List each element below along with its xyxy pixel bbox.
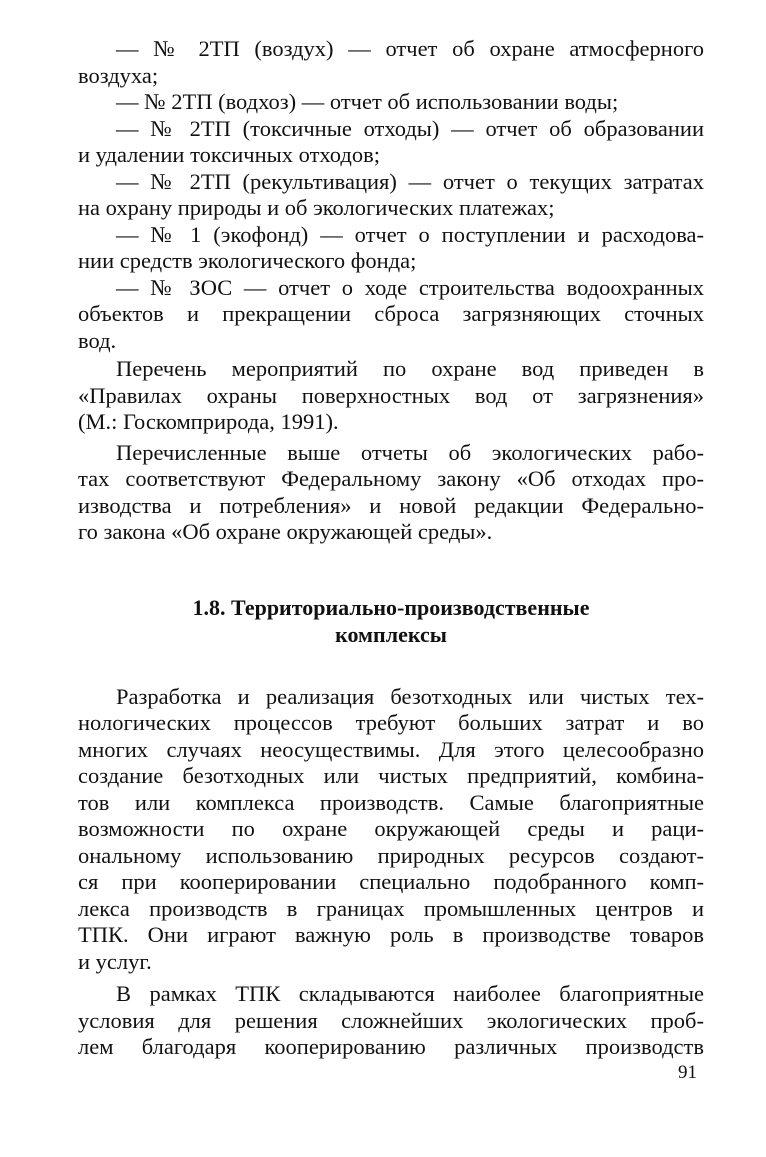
list-item (78, 36, 704, 89)
text-line: изводства и потребления» и новой редакции Федерально- (78, 492, 704, 518)
list-item (78, 116, 704, 169)
text-line: условия для решения сложнейших экологических проб- (78, 1007, 704, 1033)
text-line: и услуг. (78, 948, 152, 974)
text-line: тах соответствуют Федеральному закону «Об отходах про- (78, 466, 704, 491)
text-line: (М.: Госкомприрода, 1991). (78, 409, 339, 434)
text-line: — № 2ТП (рекультивация) — отчет о текущих затратах (116, 168, 704, 194)
text-line: лекса производств в границах промышленных центров и (78, 895, 704, 921)
text-line: ся при кооперировании специально подобранного комп- (78, 869, 704, 894)
section-heading-line: комплексы (335, 621, 447, 647)
paragraph (78, 684, 704, 976)
text-line: «Правилах охраны поверхностных вод от загрязнения» (78, 382, 704, 408)
list-item (78, 169, 704, 222)
page-number: 91 (678, 1062, 697, 1083)
text-line: — № 2ТП (воздух) — отчет об охране атмосферного (116, 36, 704, 61)
list-item (78, 89, 704, 116)
text-line: — № 2ТП (водхоз) — отчет об использовании воды; (116, 89, 619, 114)
text-line: на охрану природы и об экологических платежах; (78, 195, 555, 220)
page-body (78, 36, 704, 1061)
text-line: го закона «Об охране окружающей среды». (78, 519, 493, 544)
list-item (78, 275, 704, 355)
text-line: нологических процессов требуют больших затрат и во (78, 710, 704, 735)
text-line: вод. (78, 327, 117, 353)
text-line: и удалении токсичных отходов; (78, 142, 380, 167)
text-line: В рамках ТПК складываются наиболее благоприятные (116, 981, 704, 1006)
text-line: ональному использованию природных ресурсов создают- (78, 842, 704, 868)
text-line: создание безотходных или чистых предприятий, комбина- (78, 763, 704, 788)
section-heading (78, 594, 704, 648)
report-list (78, 36, 704, 354)
list-item (78, 222, 704, 275)
text-line: объектов и прекращении сброса загрязняющих сточных (78, 301, 704, 326)
text-line: Перечисленные выше отчеты об экологических рабо- (116, 439, 704, 465)
text-line: многих случаях неосуществимы. Для этого целесообразно (78, 736, 704, 762)
text-line: — № 2ТП (токсичные отходы) — отчет об образовании (116, 115, 704, 141)
text-line: воздуха; (78, 62, 159, 88)
text-line: тов или комплекса производств. Самые благоприятные (78, 789, 704, 815)
text-line: — № 1 (экофонд) — отчет о поступлении и расходова- (116, 221, 704, 247)
paragraph (78, 981, 704, 1061)
text-line: нии средств экологического фонда; (78, 248, 417, 273)
text-line: Перечень мероприятий по охране вод приведен в (116, 356, 704, 381)
paragraph (78, 440, 704, 546)
text-line: — № ЗОС — отчет о ходе строительства водоохранных (116, 274, 704, 300)
section-heading-line: 1.8. Территориально-производственные (192, 594, 590, 620)
paragraph (78, 356, 704, 436)
text-line: ТПК. Они играют важную роль в производстве товаров (78, 922, 704, 947)
text-line: возможности по охране окружающей среды и раци- (78, 816, 704, 841)
text-line: лем благодаря кооперированию различных производств (78, 1034, 704, 1059)
text-line: Разработка и реализация безотходных или чистых тех- (116, 683, 704, 709)
